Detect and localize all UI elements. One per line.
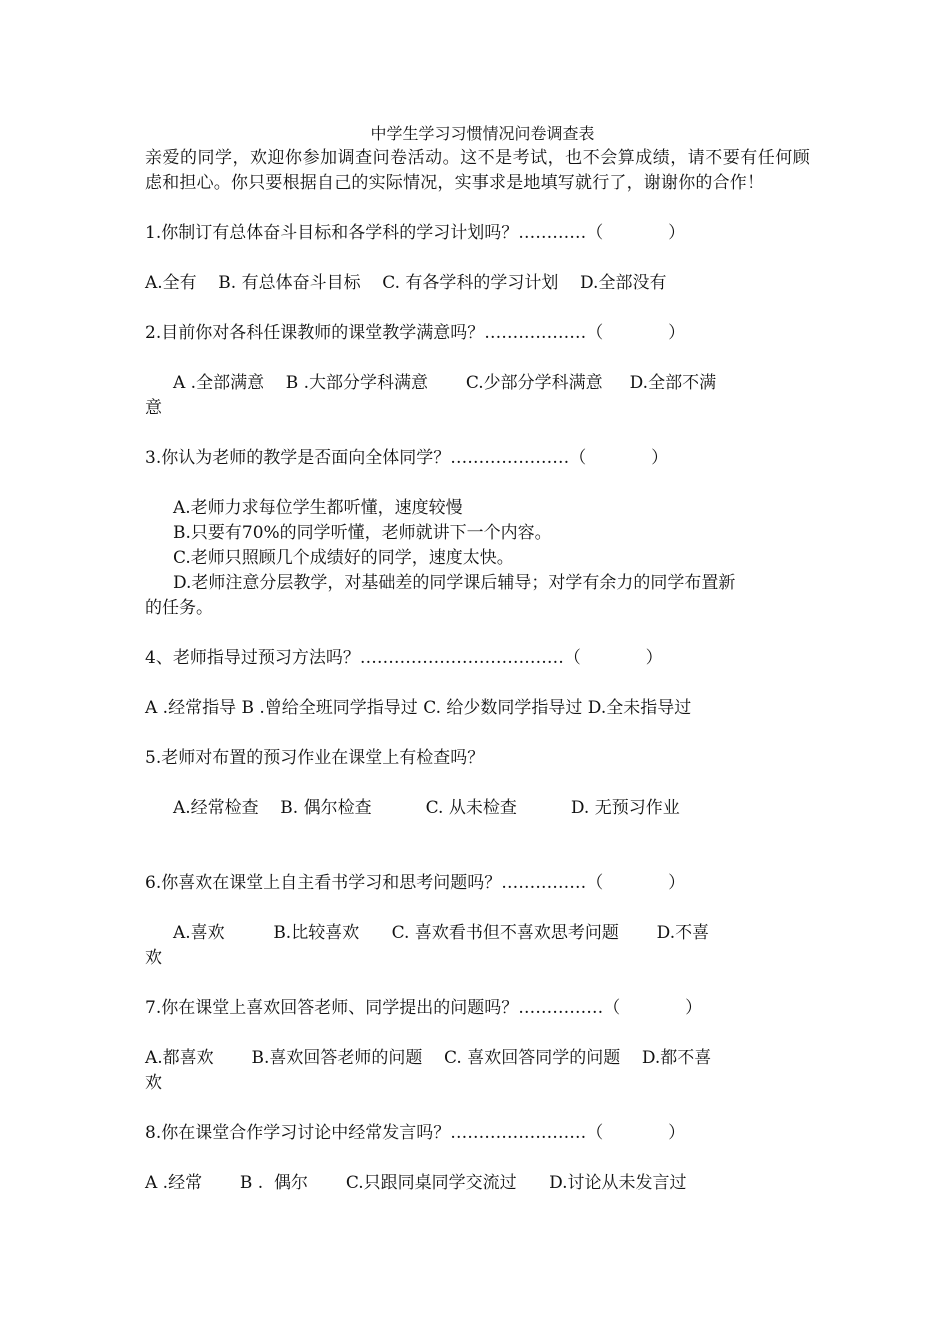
intro-paragraph: 亲爱的同学，欢迎你参加调查问卷活动。这不是考试，也不会算成绩，请不要有任何顾虑和担心。你只要根据自己的实际情况，实事求是地填写就行了，谢谢你的合作！ bbox=[145, 148, 810, 193]
question-4-options: A .经常指导 B .曾给全班同学指导过 C. 给少数同学指导过 D.全未指导过 bbox=[145, 698, 692, 718]
question-3: 3.你认为老师的教学是否面向全体同学？…………………（ ） bbox=[145, 448, 669, 468]
question-7: 7.你在课堂上喜欢回答老师、同学提出的问题吗？……………（ ） bbox=[145, 998, 703, 1018]
question-7-options: A.都喜欢 B.喜欢回答老师的问题 C. 喜欢回答同学的问题 D.都不喜 bbox=[145, 1048, 712, 1068]
question-5: 5.老师对布置的预习作业在课堂上有检查吗？ bbox=[145, 748, 485, 768]
question-8: 8.你在课堂合作学习讨论中经常发言吗？……………………（ ） bbox=[145, 1123, 686, 1143]
question-2-options-cont: 意 bbox=[145, 398, 162, 418]
question-1: 1.你制订有总体奋斗目标和各学科的学习计划吗？…………（ ） bbox=[145, 223, 686, 243]
question-3-option-c: C.老师只照顾几个成绩好的同学，速度太快。 bbox=[173, 548, 514, 568]
question-8-options: A .经常 B . 偶尔 C.只跟同桌同学交流过 D.讨论从未发言过 bbox=[145, 1173, 687, 1193]
question-5-options: A.经常检查 B. 偶尔检查 C. 从未检查 D. 无预习作业 bbox=[173, 798, 680, 818]
question-4: 4、老师指导过预习方法吗？………………………………（ ） bbox=[145, 648, 663, 668]
question-1-options: A.全有 B. 有总体奋斗目标 C. 有各学科的学习计划 D.全部没有 bbox=[145, 273, 667, 293]
page-title: 中学生学习习惯情况问卷调查表 bbox=[370, 124, 595, 143]
question-6: 6.你喜欢在课堂上自主看书学习和思考问题吗？……………（ ） bbox=[145, 873, 686, 893]
question-3-option-b: B.只要有70%的同学听懂，老师就讲下一个内容。 bbox=[173, 523, 552, 543]
question-6-options: A.喜欢 B.比较喜欢 C. 喜欢看书但不喜欢思考问题 D.不喜 bbox=[173, 923, 710, 943]
question-6-options-cont: 欢 bbox=[145, 948, 162, 968]
question-7-options-cont: 欢 bbox=[145, 1073, 162, 1093]
question-3-option-d-cont: 的任务。 bbox=[145, 598, 213, 618]
question-3-option-d: D.老师注意分层教学，对基础差的同学课后辅导；对学有余力的同学布置新 bbox=[173, 573, 736, 593]
document-page bbox=[145, 122, 810, 1196]
question-2: 2.目前你对各科任课教师的课堂教学满意吗？………………（ ） bbox=[145, 323, 686, 343]
question-3-option-a: A.老师力求每位学生都听懂，速度较慢 bbox=[173, 498, 463, 518]
question-2-options: A .全部满意 B .大部分学科满意 C.少部分学科满意 D.全部不满 bbox=[173, 373, 717, 393]
